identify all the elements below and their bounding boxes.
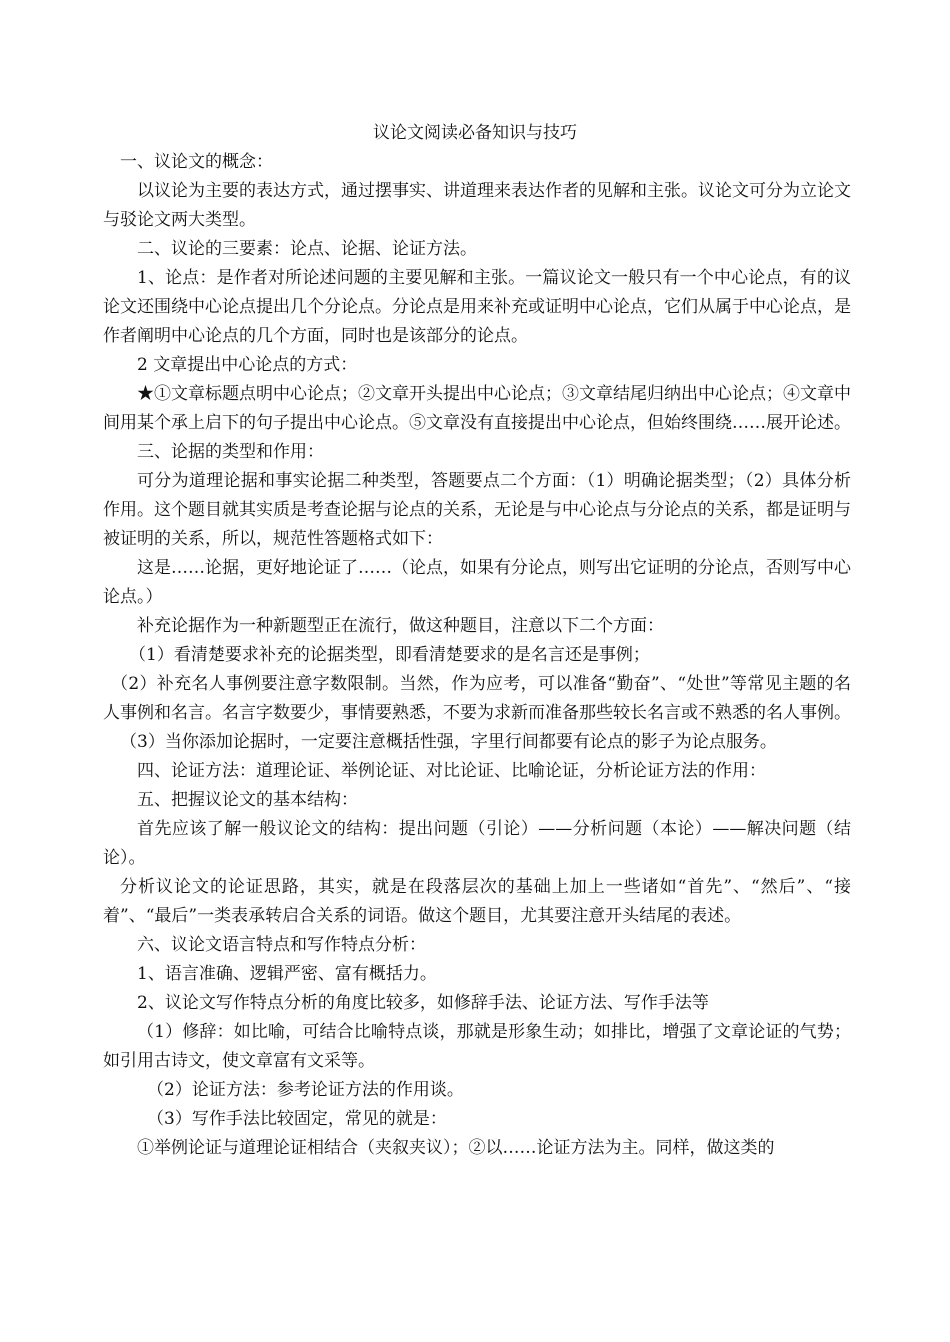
paragraph-language-1: 1、语言准确、逻辑严密、富有概括力。 — [137, 964, 437, 984]
section-heading-argumentation: 四、论证方法：道理论证、举例论证、对比论证、比喻论证，分析论证方法的作用： — [137, 761, 766, 781]
document-body — [103, 148, 851, 1163]
paragraph-language-2: 2、议论文写作特点分析的角度比较多，如修辞手法、论证方法、写作手法等 — [137, 993, 709, 1013]
section-heading-concept: 一、议论文的概念： — [120, 152, 273, 172]
paragraph-thesis-methods: ★①文章标题点明中心论点；②文章开头提出中心论点；③文章结尾归纳出中心论点；④文章中间用某个承上启下的句子提出中心论点。⑤文章没有直接提出中心论点，但始终围绕……展开论述。 — [103, 384, 851, 433]
section-heading-structure: 五、把握议论文的基本结构： — [137, 790, 358, 810]
section-heading-evidence: 三、论据的类型和作用： — [137, 442, 324, 462]
list-item-3: （3）当你添加论据时，一定要注意概括性强，字里行间都要有论点的影子为论点服务。 — [120, 732, 777, 752]
paragraph-supplement-evidence: 补充论据作为一种新题型正在流行，做这种题目，注意以下二个方面： — [137, 616, 664, 636]
section-heading-three-elements: 二、议论的三要素：论点、论据、论证方法。 — [137, 239, 477, 259]
document-title: 议论文阅读必备知识与技巧 — [373, 123, 577, 143]
list-item-1: （1）看清楚要求补充的论据类型，即看清楚要求的是名言还是事例； — [129, 645, 650, 665]
section-heading-language: 六、议论文语言特点和写作特点分析： — [137, 935, 426, 955]
paragraph-thesis-methods-heading: 2 文章提出中心论点的方式： — [137, 355, 358, 375]
list-item-2: （2）补充名人事例要注意字数限制。当然，作为应考，可以准备“勤奋”、“处世”等常见主题的名人事例和名言。名言字数要少，事情要熟悉，不要为求新而准备那些较长名言或不熟悉的名人事例。 — [103, 674, 851, 723]
paragraph-writing-technique: （3）写作手法比较固定，常见的就是： — [147, 1109, 447, 1129]
paragraph-structure: 首先应该了解一般议论文的结构：提出问题（引论）——分析问题（本论）——解决问题（结论）。 — [103, 819, 851, 868]
paragraph-reasoning: 分析议论文的论证思路，其实，就是在段落层次的基础上加上一些诸如“首先”、“然后”、“接着”、“最后”一类表承转启合关系的词语。做这个题目，尤其要注意开头结尾的表述。 — [103, 877, 851, 926]
paragraph-answer-format: 这是……论据，更好地论证了……（论点，如果有分论点，则写出它证明的分论点，否则写中心论点。） — [103, 558, 851, 607]
paragraph-technique-examples: ①举例论证与道理论证相结合（夹叙夹议）；②以……论证方法为主。同样，做这类的 — [137, 1138, 775, 1158]
paragraph-evidence-types: 可分为道理论据和事实论据二种类型，答题要点二个方面：（1）明确论据类型；（2）具体分析作用。这个题目就其实质是考查论据与论点的关系，无论是与中心论点与分论点的关系，都是证明与被证明的关系，所以，规范性答题格式如下： — [103, 471, 851, 549]
paragraph-thesis: 1、论点：是作者对所论述问题的主要见解和主张。一篇议论文一般只有一个中心论点，有的议论文还围绕中心论点提出几个分论点。分论点是用来补充或证明中心论点，它们从属于中心论点，是作者阐明中心论点的几个方面，同时也是该部分的论点。 — [103, 268, 851, 346]
paragraph-rhetoric: （1）修辞：如比喻，可结合比喻特点谈，那就是形象生动；如排比，增强了文章论证的气势；如引用古诗文，使文章富有文采等。 — [103, 1022, 851, 1071]
paragraph-concept: 以议论为主要的表达方式，通过摆事实、讲道理来表达作者的见解和主张。议论文可分为立论文与驳论文两大类型。 — [103, 181, 851, 230]
paragraph-argument-method: （2）论证方法：参考论证方法的作用谈。 — [147, 1080, 464, 1100]
